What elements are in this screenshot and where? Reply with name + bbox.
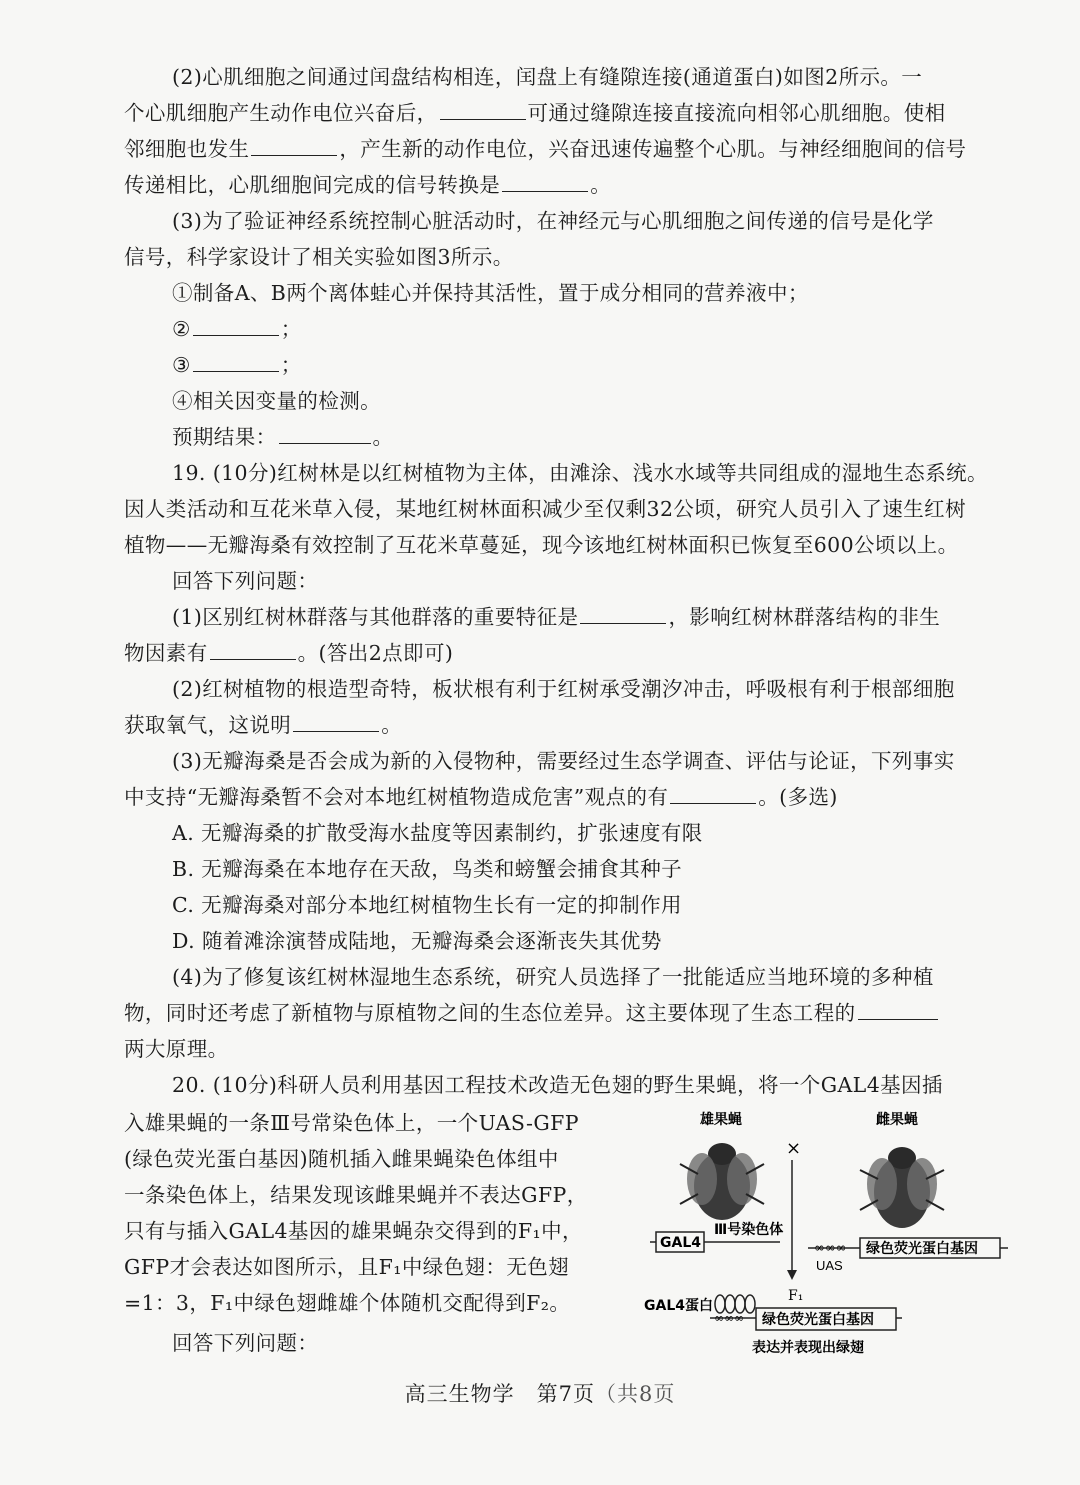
- uas-label: UAS: [816, 1258, 843, 1273]
- q19-p4-line2: 物，同时还考虑了新植物与原植物之间的生态位差异。这主要体现了生态工程的: [124, 998, 940, 1028]
- q19-p2-line2: 获取氧气，这说明 。: [124, 713, 403, 737]
- answer-blank: [502, 171, 588, 192]
- male-fly-icon: [680, 1143, 764, 1220]
- q19-p3-line1: (3)无瓣海桑是否会成为新的入侵物种，需要经过生态学调查、评估与论证，下列事实: [172, 749, 955, 773]
- q18-expected-result: 预期结果： 。: [172, 425, 394, 449]
- q19-prompt: 回答下列问题：: [172, 569, 319, 593]
- q19-p4-line1: (4)为了修复该红树林湿地生态系统，研究人员选择了一批能适应当地环境的多种植: [172, 965, 934, 989]
- female-fly-icon: [860, 1147, 944, 1228]
- q19-option-c: C. 无瓣海桑对部分本地红树植物生长有一定的抑制作用: [172, 893, 682, 917]
- answer-blank: [251, 135, 337, 156]
- q20-stem-line4: 一条染色体上，结果发现该雌果蝇并不表达GFP，: [124, 1183, 588, 1207]
- q20-stem-line2: 入雄果蝇的一条Ⅲ号常染色体上，一个UAS-GFP: [124, 1111, 579, 1135]
- answer-blank: [670, 783, 756, 804]
- q19-stem-line2: 因人类活动和互花米草入侵，某地红树林面积减少至仅剩32公顷，研究人员引入了速生红树: [124, 497, 966, 521]
- page-footer: [0, 1378, 1080, 1408]
- q18-p3-line1: (3)为了验证神经系统控制心脏活动时，在神经元与心肌细胞之间传递的信号是化学: [172, 209, 934, 233]
- q19-p3-line2: 中支持“无瓣海桑暂不会对本地红树植物造成危害”观点的有 。(多选): [124, 785, 838, 809]
- q18-step1: ①制备A、B两个离体蛙心并保持其活性，置于成分相同的营养液中；: [172, 281, 809, 305]
- gfp-gene-label-f1: 绿色荧光蛋白基因: [762, 1312, 874, 1328]
- q20-stem-line3: (绿色荧光蛋白基因)随机插入雌果蝇染色体组中: [124, 1147, 559, 1171]
- q18-p2-line3: 邻细胞也发生 ，产生新的动作电位，兴奋迅速传遍整个心肌。与神经细胞间的信号: [124, 137, 967, 161]
- answer-blank: [293, 711, 379, 732]
- gal4-box-label: GAL4: [660, 1235, 701, 1251]
- q19-option-d: D. 随着滩涂演替成陆地，无瓣海桑会逐渐丧失其优势: [172, 929, 662, 953]
- q19-p2-line1: (2)红树植物的根造型奇特，板状根有利于红树承受潮汐冲击，呼吸根有利于根部细胞: [172, 677, 955, 701]
- f1-label: F₁: [788, 1288, 804, 1304]
- cross-symbol: ×: [786, 1138, 802, 1159]
- uas-coil-icon-f1: ∞∞∞: [714, 1311, 744, 1325]
- q19-option-b: B. 无瓣海桑在本地存在天敌，鸟类和螃蟹会捕食其种子: [172, 857, 682, 881]
- q20-stem-line6: GFP才会表达如图所示，且F₁中绿色翅：无色翅: [124, 1255, 570, 1279]
- q18-p3-line2: 信号，科学家设计了相关实验如图3所示。: [124, 245, 514, 269]
- answer-blank: [279, 423, 371, 444]
- gal4-protein-label: GAL4蛋白: [644, 1298, 713, 1314]
- q18-step2: ② ；: [172, 317, 302, 341]
- q18-p2-line1: (2)心肌细胞之间通过闰盘结构相连，闰盘上有缝隙连接(通道蛋白)如图2所示。一: [172, 65, 923, 89]
- q19-p1-line1: (1)区别红树林群落与其他群落的重要特征是 ，影响红树林群落结构的非生: [172, 605, 941, 629]
- q19-stem-line3: 植物——无瓣海桑有效控制了互花米草蔓延，现今该地红树林面积已恢复至600公顷以上。: [124, 533, 959, 557]
- q18-step3: ③ ；: [172, 353, 302, 377]
- q19-p4-line3: 两大原理。: [124, 1037, 229, 1061]
- answer-blank: [858, 999, 938, 1020]
- q20-stem-line7: =1：3，F₁中绿色翅雌雄个体随机交配得到F₂。: [124, 1291, 571, 1315]
- q19-p1-line2: 物因素有 。(答出2点即可): [124, 641, 454, 665]
- gfp-gene-label: 绿色荧光蛋白基因: [866, 1241, 978, 1257]
- answer-blank: [580, 603, 666, 624]
- uas-coil-icon: ∞∞∞: [814, 1241, 847, 1256]
- answer-blank: [440, 99, 526, 120]
- q18-step4: ④相关因变量的检测。: [172, 389, 381, 413]
- answer-blank: [193, 315, 279, 336]
- q18-p2-line2: 个心肌细胞产生动作电位兴奋后， 可通过缝隙连接直接流向相邻心肌细胞。使相: [124, 101, 946, 125]
- male-fly-label: 雄果蝇: [700, 1112, 742, 1128]
- q20-stem-line1: 20. (10分)科研人员利用基因工程技术改造无色翅的野生果蝇，将一个GAL4基因插: [172, 1073, 943, 1097]
- q18-p2-line4: 传递相比，心肌细胞间完成的信号转换是 。: [124, 173, 612, 197]
- answer-blank: [193, 351, 279, 372]
- q19-option-a: A. 无瓣海桑的扩散受海水盐度等因素制约，扩张速度有限: [172, 821, 703, 845]
- q20-prompt: 回答下列问题：: [172, 1331, 319, 1355]
- answer-blank: [210, 639, 296, 660]
- q20-stem-line5: 只有与插入GAL4基因的雄果蝇杂交得到的F₁中，: [124, 1219, 583, 1243]
- fruit-fly-cross-diagram: [640, 1104, 1040, 1374]
- result-label: 表达并表现出绿翅: [752, 1340, 864, 1356]
- q19-stem-line1: 19. (10分)红树林是以红树植物为主体，由滩涂、浅水水域等共同组成的湿地生态系统。: [172, 461, 988, 485]
- female-fly-label: 雌果蝇: [876, 1112, 918, 1128]
- footer-total-pages: （共8页: [595, 1382, 676, 1406]
- footer-page-text: 高三生物学 第7页: [404, 1382, 595, 1406]
- chromosome-label: Ⅲ号染色体: [714, 1222, 784, 1238]
